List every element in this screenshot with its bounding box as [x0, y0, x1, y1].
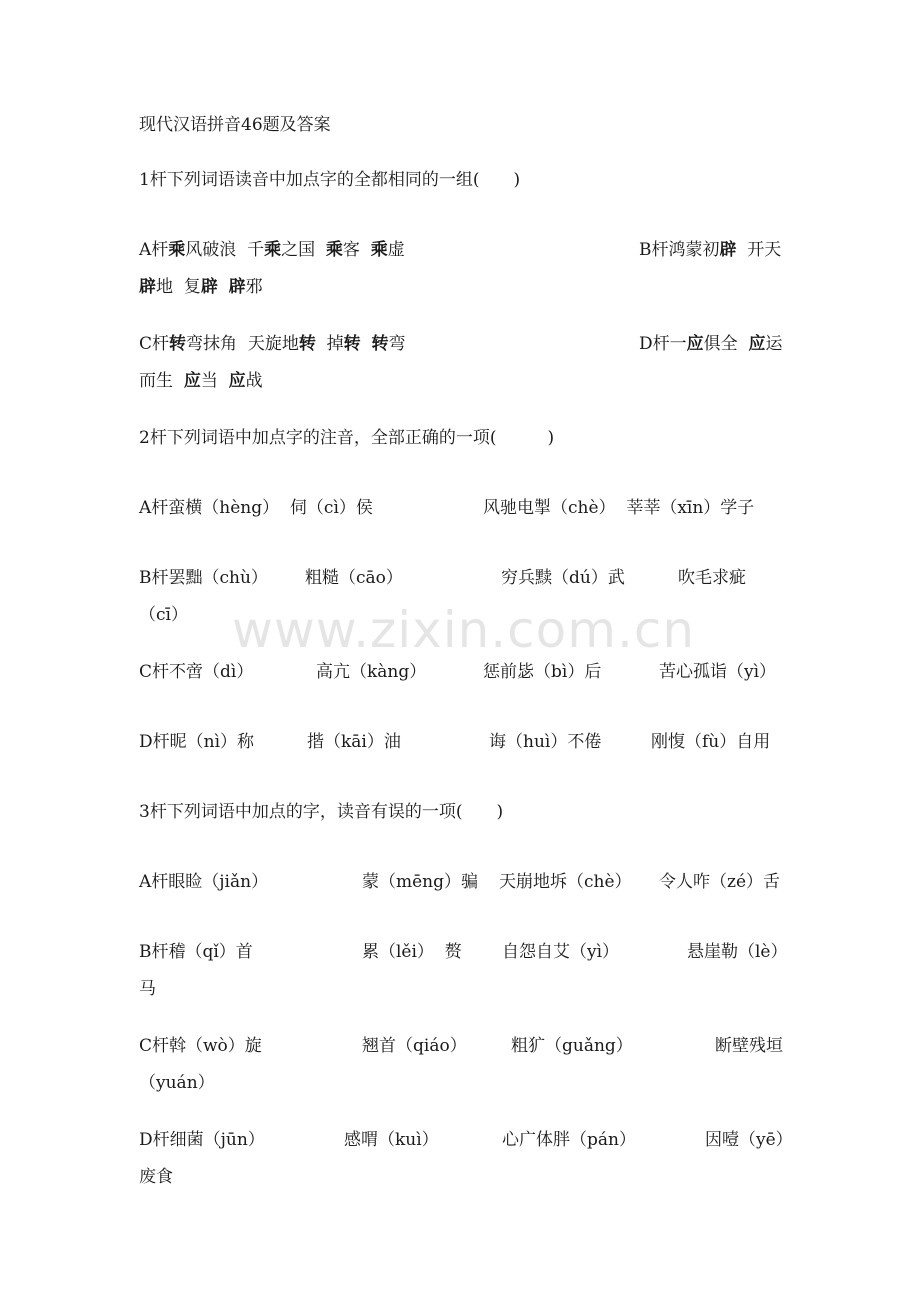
- dotted-char: 转: [298, 334, 316, 354]
- q3-option-b: [139, 941, 799, 1001]
- q3-option-d: [139, 1129, 799, 1189]
- q2-d-seg: 刚愎（fù）自用: [651, 732, 771, 752]
- q3-b-seg: 悬崖勒（lè）: [687, 942, 788, 962]
- option-label: B杆: [639, 240, 669, 260]
- q3-c-seg: （yuán）: [139, 1073, 215, 1093]
- dotted-char: 转: [343, 334, 361, 354]
- q3-c-seg: 断壁残垣: [715, 1036, 783, 1056]
- q2-b-seg: 穷兵黩（dú）武: [501, 568, 625, 588]
- q2-b-seg: 粗糙（cāo）: [305, 568, 403, 588]
- text-run: 战: [245, 371, 263, 391]
- option-label: D杆: [639, 334, 670, 354]
- dotted-char: 辟: [200, 277, 218, 297]
- q3-option-c: [139, 1035, 799, 1095]
- q2-a-seg: 风驰电掣（chè） 莘莘（xīn）学子: [483, 498, 755, 518]
- text-run: 风破浪 千: [185, 240, 265, 260]
- q3-d-seg: D杆细菌（jūn）: [139, 1130, 265, 1150]
- text-run: 弯抹角 天旋地: [186, 334, 299, 354]
- text-run: 客: [342, 240, 371, 260]
- q3-b-seg: 马: [139, 979, 156, 999]
- q3-a-seg: A杆眼睑（jiǎn）: [139, 872, 269, 892]
- q3-option-a: [139, 871, 799, 893]
- q3-c-seg: 粗犷（guǎng）: [511, 1036, 633, 1056]
- q2-stem: 2杆下列词语中加点字的注音，全部正确的一项( ): [139, 428, 555, 448]
- dotted-char: 乘: [264, 240, 282, 260]
- q1-option-d-line1: [639, 333, 782, 355]
- text-run: 运: [765, 334, 783, 354]
- q2-c-seg: 惩前毖（bì）后: [483, 662, 602, 682]
- dotted-char: 转: [371, 334, 389, 354]
- q3-b-seg: 自怨自艾（yì）: [502, 942, 620, 962]
- q3-c-seg: C杆斡（wò）旋: [139, 1036, 262, 1056]
- q3-d-seg: 因噎（yē）: [705, 1130, 793, 1150]
- document-title: 现代汉语拼音46题及答案: [139, 115, 331, 135]
- dotted-char: 应: [686, 334, 704, 354]
- q2-c-seg: C杆不啻（dì）: [139, 662, 254, 682]
- q3-b-seg: B杆稽（qǐ）首: [139, 942, 253, 962]
- q2-option-a: [139, 497, 799, 519]
- q2-option-c: [139, 661, 799, 683]
- q3-a-seg: 令人咋（zé）舌: [659, 872, 781, 892]
- q3-stem: 3杆下列词语中加点的字，读音有误的一项( ): [139, 802, 504, 822]
- text-run: 弯: [388, 334, 406, 354]
- text-run: 地 复: [156, 277, 201, 297]
- q2-c-seg: 苦心孤诣（yì）: [659, 662, 777, 682]
- q2-b-seg: （cī）: [139, 605, 188, 625]
- text-run: 之国: [281, 240, 326, 260]
- q3-d-seg: 废食: [139, 1167, 173, 1187]
- text-run: 而生: [139, 371, 184, 391]
- option-label: C杆: [139, 334, 170, 354]
- text-run: 开天: [736, 240, 782, 260]
- text-run: [361, 334, 372, 354]
- text-run: 俱全: [703, 334, 749, 354]
- q2-a-seg: A杆蛮横（hèng） 伺（cì）侯: [139, 498, 373, 518]
- q3-a-seg: 蒙（mēng）骗: [362, 872, 479, 892]
- q1-option-b-line1: [639, 239, 781, 261]
- q3-d-seg: 感喟（kuì）: [344, 1130, 439, 1150]
- option-label: A杆: [139, 240, 169, 260]
- text-run: [218, 277, 229, 297]
- q1-option-a: [139, 239, 405, 261]
- q2-d-seg: D杆昵（nì）称: [139, 732, 255, 752]
- text-run: 一: [669, 334, 687, 354]
- q3-b-seg: 累（lěi） 赘: [362, 942, 462, 962]
- q1-option-d-line2: [139, 370, 263, 392]
- text-run: 掉: [315, 334, 344, 354]
- dotted-char: 辟: [228, 277, 246, 297]
- text-run: 鸿蒙初: [668, 240, 720, 260]
- dotted-char: 乘: [325, 240, 343, 260]
- text-run: 虚: [387, 240, 405, 260]
- watermark: www.zixin.com.cn: [232, 601, 696, 659]
- q2-d-seg: 诲（huì）不倦: [489, 732, 602, 752]
- q1-option-c: [139, 333, 405, 355]
- q1-stem: 1杆下列词语读音中加点字的全都相同的一组( ): [139, 170, 521, 190]
- q3-a-seg: 天崩地坼（chè）: [499, 872, 632, 892]
- dotted-char: 乘: [370, 240, 388, 260]
- q2-b-seg: 吹毛求疵: [678, 568, 746, 588]
- q2-b-seg: B杆罢黜（chù）: [139, 568, 268, 588]
- dotted-char: 乘: [168, 240, 186, 260]
- dotted-char: 辟: [719, 240, 737, 260]
- text-run: 当: [200, 371, 229, 391]
- dotted-char: 应: [183, 371, 201, 391]
- text-run: 邪: [245, 277, 263, 297]
- q3-c-seg: 翘首（qiáo）: [362, 1036, 467, 1056]
- dotted-char: 应: [748, 334, 766, 354]
- q2-option-d: [139, 731, 799, 753]
- dotted-char: 转: [169, 334, 187, 354]
- q2-c-seg: 高亢（kàng）: [316, 662, 427, 682]
- dotted-char: 辟: [139, 277, 156, 297]
- q1-option-b-line2: [139, 276, 263, 298]
- q2-d-seg: 揩（kāi）油: [307, 732, 401, 752]
- dotted-char: 应: [228, 371, 246, 391]
- q3-d-seg: 心广体胖（pán）: [502, 1130, 636, 1150]
